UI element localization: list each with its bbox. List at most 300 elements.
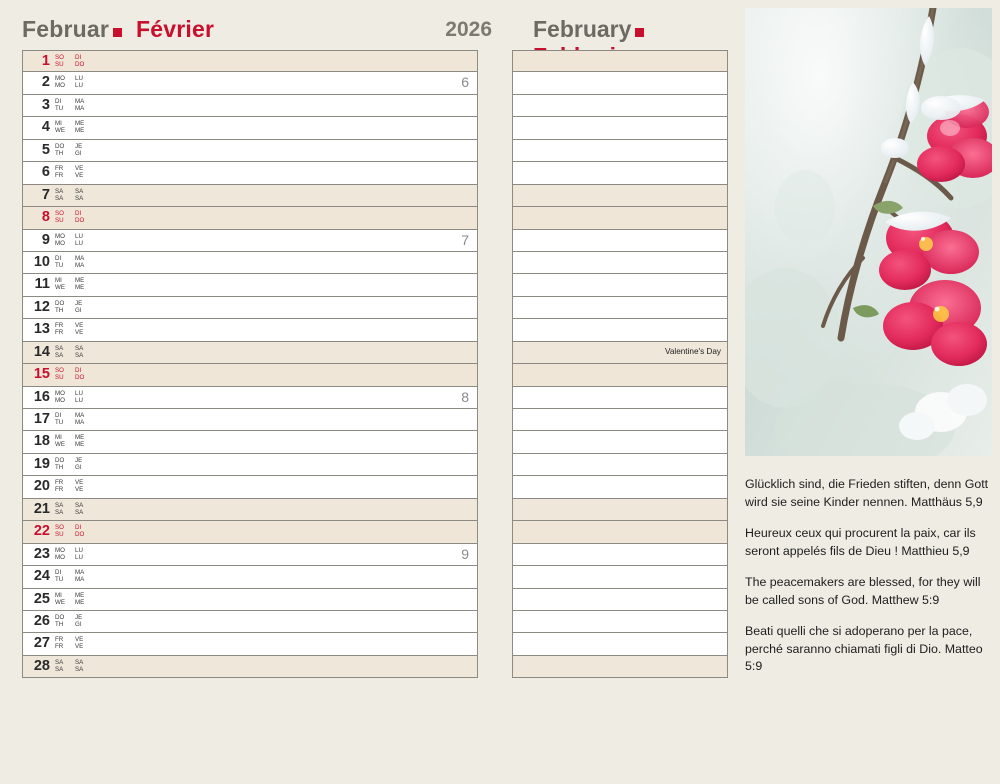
day-abbrev-col [75,75,95,93]
day-abbrev-col [75,345,95,363]
day-abbrev-col [55,457,75,475]
day-abbrev: MI [55,434,62,442]
day-abbrev: MI [55,120,62,128]
month-title-de: Februar [22,16,110,42]
day-row-right-19[interactable] [512,454,728,476]
day-abbrev: ME [75,277,85,285]
day-row-25[interactable] [22,589,478,611]
day-abbrev: VE [75,643,84,651]
day-abbrev: MA [75,576,85,584]
day-abbrev: SA [55,501,64,509]
day-row-right-15[interactable] [512,364,728,386]
day-abbrev: TH [55,149,64,157]
day-row-right-2[interactable] [512,72,728,94]
calendar-column-right [512,50,728,678]
day-abbrev: ME [75,598,85,606]
day-abbrev-col [55,390,75,408]
day-entry-area[interactable] [115,387,477,408]
day-abbrev: FR [55,636,64,644]
day-abbrev: WE [55,127,65,135]
day-abbrev: LU [75,82,83,90]
day-row-8[interactable] [22,207,478,229]
day-abbrev-col [75,636,95,654]
day-abbrev-col [75,277,95,295]
day-abbreviations [55,544,115,565]
bible-quotes [745,476,990,690]
day-row-6[interactable] [22,162,478,184]
day-abbreviations [55,162,115,183]
day-abbrev: WE [55,284,65,292]
calendar-column-left [22,50,478,678]
quote-2: Heureux ceux qui procurent la paix, car ils seront appelés fils de Dieu ! Matthieu 5,9 [745,526,976,558]
day-abbrev: TH [55,620,64,628]
day-abbreviations [55,252,115,273]
day-number: 14 [33,343,50,360]
day-abbrev: JE [75,613,83,621]
day-abbreviations [55,72,115,93]
day-row-right-24[interactable] [512,566,728,588]
day-entry-area[interactable] [115,162,477,183]
day-abbrev-col [55,592,75,610]
day-abbrev: SU [55,374,64,382]
day-row-4[interactable] [22,117,478,139]
day-abbrev: TU [55,104,64,112]
day-row-19[interactable] [22,454,478,476]
day-row-17[interactable] [22,409,478,431]
day-abbrev: MO [55,239,65,247]
day-abbrev: SA [75,351,84,359]
day-abbrev: SA [75,665,84,673]
day-abbreviations [55,566,115,587]
day-abbrev: SA [55,658,64,666]
day-abbrev: FR [55,329,64,337]
day-entry-area[interactable] [115,364,477,385]
holiday-note: Valentine's Day [664,346,721,356]
day-abbrev-col [55,479,75,497]
day-abbrev: DO [55,142,65,150]
day-abbrev: VE [75,322,84,330]
day-number: 20 [33,478,50,495]
day-abbreviations [55,51,115,71]
week-number: 8 [461,388,469,405]
day-number: 17 [33,411,50,427]
day-entry-area[interactable] [115,409,477,430]
day-abbrev: DO [75,374,85,382]
day-abbrev: LU [75,75,83,83]
day-row-right-8[interactable] [512,207,728,229]
day-abbrev: DI [75,367,82,375]
day-abbreviations [55,342,115,363]
day-abbrev: JE [75,142,83,150]
day-abbrev: SU [55,61,64,68]
day-row-right-21[interactable] [512,499,728,521]
day-number: 27 [33,635,50,652]
day-abbrev: LU [75,232,83,240]
day-abbreviations [55,140,115,161]
day-abbrev: SA [55,351,64,359]
day-abbrev: SU [55,531,64,539]
day-entry-area[interactable] [115,656,477,677]
day-abbrev: ME [75,284,85,292]
day-abbrev-col [75,502,95,520]
day-abbrev: MA [75,261,85,269]
day-abbrev: MA [75,412,85,419]
day-abbrev: DO [55,613,65,621]
day-number: 18 [33,433,50,450]
day-row-right-12[interactable] [512,297,728,319]
day-abbreviations [55,521,115,542]
day-abbrev: VE [75,329,84,337]
day-entry-area[interactable] [115,117,477,138]
day-row-right-11[interactable] [512,274,728,296]
day-entry-area[interactable] [115,499,477,520]
day-abbrev-col [75,322,95,340]
day-row-13[interactable] [22,319,478,341]
day-abbrev-col [55,502,75,520]
day-number: 13 [33,321,50,338]
day-abbrev: DI [55,97,62,105]
day-abbreviations [55,364,115,385]
day-row-11[interactable] [22,274,478,296]
day-abbreviations [55,207,115,228]
day-abbrev-col [75,479,95,497]
day-abbrev-col [75,255,95,273]
day-abbrev-col [55,614,75,632]
day-abbrev: SA [55,187,64,195]
day-abbreviations [55,274,115,295]
day-abbrev-col [75,54,95,71]
day-row-10[interactable] [22,252,478,274]
day-abbrev: MA [75,254,85,262]
day-abbreviations [55,499,115,520]
day-row-22[interactable] [22,521,478,543]
day-abbreviations [55,95,115,116]
day-abbrev-col [75,390,95,408]
day-abbrev: TH [55,306,64,314]
day-abbrev: LU [75,553,83,561]
day-row-18[interactable] [22,431,478,453]
day-abbrev-col [75,412,95,430]
day-abbrev: JE [75,299,83,307]
day-row-right-10[interactable] [512,252,728,274]
day-abbrev: DI [55,412,62,419]
day-abbrev-col [55,524,75,542]
day-abbrev: WE [55,598,65,606]
day-abbrev: DO [75,61,85,68]
day-row-3[interactable] [22,95,478,117]
day-abbrev: MO [55,553,65,561]
day-abbrev: GI [75,463,82,471]
day-row-16[interactable] [22,387,478,409]
day-row-right-17[interactable] [512,409,728,431]
day-number: 4 [41,119,50,136]
day-abbrev-col [75,98,95,116]
day-number: 21 [33,500,50,517]
day-entry-area[interactable] [115,185,477,206]
day-abbreviations [55,589,115,610]
day-number: 25 [33,590,50,607]
day-abbreviations [55,387,115,408]
day-row-28[interactable] [22,656,478,678]
header-right [533,16,733,50]
day-row-right-28[interactable] [512,656,728,678]
day-abbreviations [55,656,115,677]
month-title-fr: Février [136,16,215,42]
day-abbrev: SA [75,344,84,352]
day-abbrev: ME [75,120,85,128]
day-entry-area[interactable] [115,566,477,587]
day-abbrev-col [55,255,75,273]
day-abbrev: SA [55,194,64,202]
day-abbrev-col [75,300,95,318]
day-row-21[interactable] [22,499,478,521]
day-row-right-16[interactable] [512,387,728,409]
day-abbrev: MA [75,104,85,112]
day-abbrev: VE [75,172,84,180]
day-entry-area[interactable] [115,342,477,363]
day-abbrev: VE [75,486,84,494]
day-abbrev: MA [75,419,85,426]
day-abbrev-col [55,210,75,228]
day-abbrev: DI [75,210,82,218]
day-abbrev: MO [55,82,65,90]
day-abbreviations [55,476,115,497]
day-row-right-5[interactable] [512,140,728,162]
day-abbrev-col [75,569,95,587]
day-abbrev: FR [55,486,64,494]
day-abbrev: DI [75,54,82,61]
day-abbrev-col [75,143,95,161]
day-entry-area[interactable] [115,319,477,340]
day-abbrev: DI [55,254,62,262]
day-entry-area[interactable] [115,589,477,610]
day-abbrev: MO [55,232,65,240]
day-number: 22 [33,523,50,540]
day-number: 9 [41,231,50,248]
day-entry-area[interactable] [115,521,477,542]
day-abbrev-col [55,75,75,93]
day-row-12[interactable] [22,297,478,319]
header-left [22,16,492,50]
day-row-20[interactable] [22,476,478,498]
day-row-right-14[interactable] [512,342,728,364]
day-abbrev-col [55,188,75,206]
day-number: 1 [41,53,50,69]
week-number: 7 [461,231,469,248]
day-abbrev: SO [55,54,64,61]
day-abbrev-col [75,547,95,565]
day-abbreviations [55,454,115,475]
week-number: 6 [461,74,469,91]
day-entry-area[interactable] [115,611,477,632]
day-abbrev-col [55,434,75,452]
day-abbrev: FR [55,643,64,651]
day-number: 15 [33,366,50,383]
day-abbrev: ME [75,434,85,442]
day-abbrev: DO [55,299,65,307]
day-abbrev: DO [75,531,85,539]
day-number: 28 [33,657,50,674]
day-abbrev: TU [55,419,64,426]
day-abbrev: LU [75,546,83,554]
day-row-right-26[interactable] [512,611,728,633]
quote-3: The peacemakers are blessed, for they will be called sons of God. Matthew 5:9 [745,575,981,607]
day-abbrev: FR [55,479,64,487]
day-abbreviations [55,230,115,251]
day-abbrev: SA [75,658,84,666]
day-row-right-4[interactable] [512,117,728,139]
day-abbrev: SU [55,217,64,225]
day-row-right-27[interactable] [512,633,728,655]
red-square-icon [113,28,122,37]
day-abbrev-col [55,233,75,251]
day-abbrev: TH [55,463,64,471]
day-abbrev: SA [75,194,84,202]
day-abbrev: DI [75,524,82,532]
day-abbrev-col [75,434,95,452]
day-row-14[interactable] [22,342,478,364]
day-row-27[interactable] [22,633,478,655]
day-row-23[interactable] [22,544,478,566]
day-entry-area[interactable] [115,207,477,228]
day-abbreviations [55,297,115,318]
day-entry-area[interactable] [115,476,477,497]
day-abbrev: GI [75,149,82,157]
day-abbrev: LU [75,239,83,247]
day-abbrev-col [55,412,75,430]
quote-1: Glücklich sind, die Frieden stiften, denn Gott wird sie seine Kinder nennen. Matthäus 5,9 [745,477,989,509]
day-abbrev-col [75,233,95,251]
day-abbrev-col [55,120,75,138]
day-abbrev: SA [75,501,84,509]
day-abbrev: SA [55,508,64,516]
day-row-right-18[interactable] [512,431,728,453]
day-abbrev: SO [55,367,64,375]
day-entry-area[interactable] [115,72,477,93]
day-row-26[interactable] [22,611,478,633]
day-abbrev: WE [55,441,65,449]
day-abbrev-col [75,592,95,610]
day-entry-area[interactable] [115,51,477,71]
day-row-right-13[interactable] [512,319,728,341]
day-number: 11 [34,276,50,293]
day-abbrev: MO [55,75,65,83]
day-abbrev: SA [55,344,64,352]
day-number: 10 [33,253,50,270]
day-abbrev-col [55,300,75,318]
day-number: 3 [41,96,50,113]
day-abbrev: SO [55,524,64,532]
day-row-right-7[interactable] [512,185,728,207]
day-abbrev: ME [75,127,85,135]
day-number: 6 [41,164,50,181]
day-abbrev: FR [55,172,64,180]
day-abbrev-col [55,547,75,565]
day-abbreviations [55,319,115,340]
day-entry-area[interactable] [115,252,477,273]
day-abbrev: SO [55,210,64,218]
day-row-right-20[interactable] [512,476,728,498]
day-entry-area[interactable] [115,297,477,318]
day-abbrev: FR [55,165,64,173]
day-number: 24 [33,568,50,585]
day-abbrev: FR [55,322,64,330]
day-abbrev: MO [55,389,65,397]
day-abbreviations [55,431,115,452]
day-entry-area[interactable] [115,633,477,654]
day-abbrev: ME [75,591,85,599]
day-row-right-23[interactable] [512,544,728,566]
day-abbrev-col [75,659,95,677]
day-abbrev: GI [75,620,82,628]
day-abbreviations [55,409,115,430]
day-abbrev: GI [75,306,82,314]
day-abbrev-col [55,277,75,295]
day-abbreviations [55,185,115,206]
day-abbrev-col [55,345,75,363]
day-row-right-22[interactable] [512,521,728,543]
day-abbrev-col [75,188,95,206]
day-row-right-25[interactable] [512,589,728,611]
day-number: 26 [33,612,50,629]
day-abbrev-col [55,98,75,116]
day-abbrev-col [75,367,95,385]
day-abbrev-col [75,120,95,138]
day-abbrev-col [75,457,95,475]
day-abbrev: LU [75,389,83,397]
day-abbrev-col [55,569,75,587]
day-abbrev-col [55,143,75,161]
day-row-right-1[interactable] [512,50,728,72]
day-row-9[interactable] [22,230,478,252]
day-entry-area[interactable] [115,274,477,295]
day-entry-area[interactable] [115,140,477,161]
day-row-1[interactable] [22,50,478,72]
day-entry-area[interactable] [115,544,477,565]
day-row-2[interactable] [22,72,478,94]
day-entry-area[interactable] [115,230,477,251]
day-abbrev-col [75,210,95,228]
day-row-24[interactable] [22,566,478,588]
day-abbrev: SA [75,508,84,516]
day-entry-area[interactable] [115,431,477,452]
day-abbrev: DO [55,456,65,464]
day-row-right-9[interactable] [512,230,728,252]
day-abbrev-col [75,614,95,632]
day-abbrev-col [55,636,75,654]
day-number: 8 [41,209,50,226]
day-abbrev: VE [75,165,84,173]
day-abbrev: VE [75,636,84,644]
day-abbreviations [55,117,115,138]
day-entry-area[interactable] [115,95,477,116]
day-abbrev-col [75,524,95,542]
day-abbrev-col [55,322,75,340]
day-row-5[interactable] [22,140,478,162]
day-row-right-6[interactable] [512,162,728,184]
day-abbrev-col [55,54,75,71]
day-abbrev: MO [55,546,65,554]
day-entry-area[interactable] [115,454,477,475]
quote-4: Beati quelli che si adoperano per la pace, perché saranno chiamati figli di Dio. Matteo 5:9 [745,624,983,673]
day-number: 19 [33,455,50,472]
day-abbrev: TU [55,576,64,584]
day-number: 2 [41,74,50,91]
day-row-15[interactable] [22,364,478,386]
day-row-right-3[interactable] [512,95,728,117]
day-number: 12 [33,298,50,315]
day-row-7[interactable] [22,185,478,207]
